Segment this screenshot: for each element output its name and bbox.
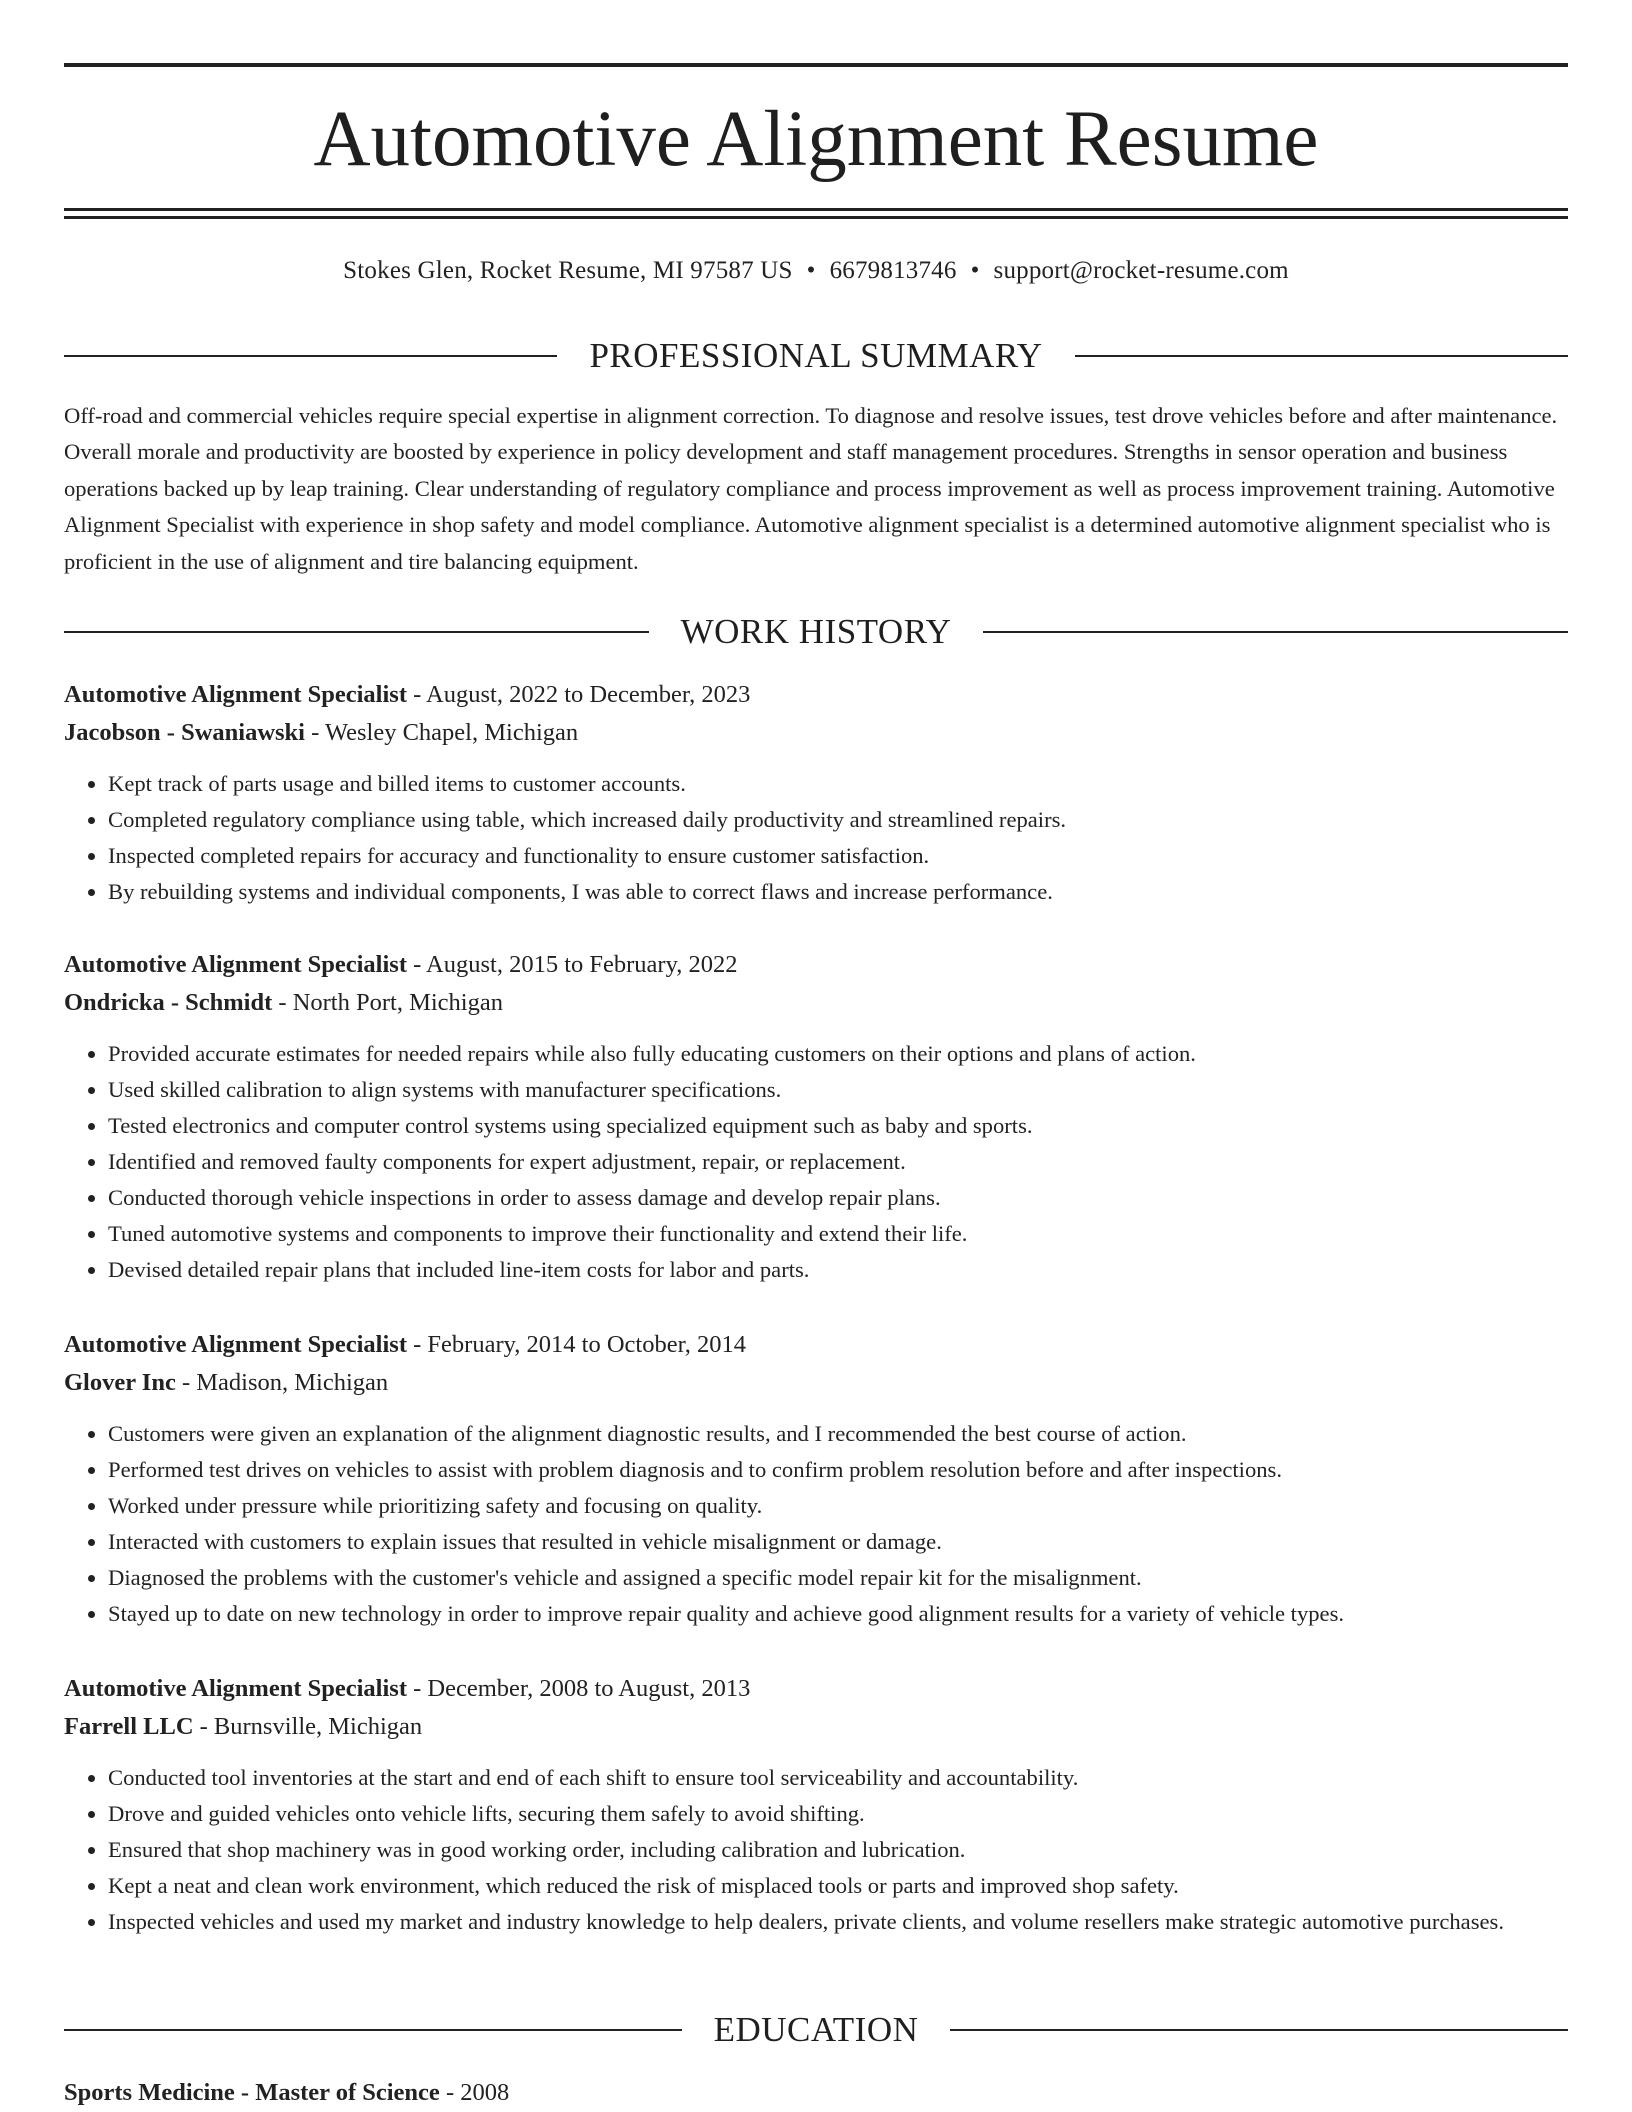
section-heading-label: EDUCATION <box>713 2010 919 2049</box>
page-title: Automotive Alignment Resume <box>313 96 1319 183</box>
job-bullets <box>64 1036 1568 1288</box>
heading-rule-right <box>983 631 1568 633</box>
section-heading-education <box>64 2008 1568 2052</box>
section-heading-summary <box>64 334 1568 378</box>
job-entry <box>64 946 1568 1288</box>
job-location: - Burnsville, Michigan <box>193 1713 423 1740</box>
list-item: • Performed test drives on vehicles to assist with problem diagnosis and to confirm problem resolution before and after inspections. <box>108 1452 1568 1488</box>
job-title-line <box>64 676 1568 714</box>
list-item: • Inspected vehicles and used my market and industry knowledge to help dealers, private clients, and volume resellers make strategic automotive purchases. <box>108 1904 1568 1940</box>
job-dates: - August, 2022 to December, 2023 <box>407 681 751 708</box>
list-item: • Diagnosed the problems with the customer's vehicle and assigned a specific model repair kit for the misalignment. <box>108 1560 1568 1596</box>
job-dates: - December, 2008 to August, 2013 <box>407 1675 751 1702</box>
job-company-line <box>64 714 1568 752</box>
education-year: - 2008 <box>439 2079 510 2106</box>
section-heading-label: WORK HISTORY <box>680 612 952 651</box>
list-item: • Interacted with customers to explain issues that resulted in vehicle misalignment or damage. <box>108 1524 1568 1560</box>
section-heading-label: PROFESSIONAL SUMMARY <box>589 336 1043 375</box>
list-item: • Tuned automotive systems and components to improve their functionality and extend their life. <box>108 1216 1568 1252</box>
job-location: - Madison, Michigan <box>175 1369 389 1396</box>
list-item: • Kept track of parts usage and billed items to customer accounts. <box>108 766 1568 802</box>
list-item: • Provided accurate estimates for needed repairs while also fully educating customers on their options and plans of action. <box>108 1036 1568 1072</box>
list-item: • Drove and guided vehicles onto vehicle lifts, securing them safely to avoid shifting. <box>108 1796 1568 1832</box>
job-title: Automotive Alignment Specialist <box>64 1331 407 1358</box>
contact-separator: • <box>970 257 980 284</box>
list-item: • Identified and removed faulty components for expert adjustment, repair, or replacement. <box>108 1144 1568 1180</box>
list-item: • Tested electronics and computer control systems using specialized equipment such as baby and sports. <box>108 1108 1568 1144</box>
contact-address: Stokes Glen, Rocket Resume, MI 97587 US <box>343 257 793 284</box>
job-company-line <box>64 984 1568 1022</box>
list-item: • Inspected completed repairs for accuracy and functionality to ensure customer satisfaction. <box>108 838 1568 874</box>
education-entry <box>64 2074 1568 2112</box>
list-item: • Worked under pressure while prioritizing safety and focusing on quality. <box>108 1488 1568 1524</box>
list-item: • By rebuilding systems and individual components, I was able to correct flaws and increase performance. <box>108 874 1568 910</box>
job-company-line <box>64 1364 1568 1402</box>
job-title-line <box>64 1670 1568 1708</box>
list-item: • Ensured that shop machinery was in good working order, including calibration and lubrication. <box>108 1832 1568 1868</box>
list-item: • Customers were given an explanation of the alignment diagnostic results, and I recommended the best course of action. <box>108 1416 1568 1452</box>
job-company-line <box>64 1708 1568 1746</box>
title-rule-upper <box>64 208 1568 211</box>
section-heading-work-history <box>64 610 1568 654</box>
job-title-line <box>64 946 1568 984</box>
education-degree: Sports Medicine - Master of Science <box>64 2079 440 2106</box>
job-dates: - August, 2015 to February, 2022 <box>407 951 738 978</box>
job-title: Automotive Alignment Specialist <box>64 951 407 978</box>
job-title: Automotive Alignment Specialist <box>64 681 407 708</box>
job-title: Automotive Alignment Specialist <box>64 1675 407 1702</box>
title-rule-lower <box>64 216 1568 219</box>
list-item: • Devised detailed repair plans that included line-item costs for labor and parts. <box>108 1252 1568 1288</box>
job-company: Farrell LLC <box>64 1713 194 1740</box>
contact-phone: 6679813746 <box>829 257 957 284</box>
summary-text: Off-road and commercial vehicles require special expertise in alignment correction. To diagnose and resolve issues, test drove vehicles before and after maintenance. Overall morale and productivity are boosted by experience in policy development and staff management procedures. Strengths in sensor operation and business operations backed up by leap training. Clear understanding of regulatory compliance and process improvement as well as process improvement training. Automotive Alignment Specialist with experience in shop safety and model compliance. Automotive alignment specialist is a determined automotive alignment specialist who is proficient in the use of alignment and tire balancing equipment. <box>64 403 1558 574</box>
contact-separator: • <box>806 257 816 284</box>
job-dates: - February, 2014 to October, 2014 <box>407 1331 746 1358</box>
list-item: • Conducted tool inventories at the start and end of each shift to ensure tool serviceability and accountability. <box>108 1760 1568 1796</box>
job-bullets <box>64 766 1568 910</box>
list-item: • Stayed up to date on new technology in order to improve repair quality and achieve good alignment results for a variety of vehicle types. <box>108 1596 1568 1632</box>
list-item: • Completed regulatory compliance using table, which increased daily productivity and streamlined repairs. <box>108 802 1568 838</box>
job-location: - Wesley Chapel, Michigan <box>304 719 579 746</box>
job-company: Jacobson - Swaniawski <box>64 719 305 746</box>
heading-rule-right <box>950 2029 1568 2031</box>
job-entry <box>64 1670 1568 1940</box>
contact-line <box>64 254 1568 288</box>
list-item: • Kept a neat and clean work environment, which reduced the risk of misplaced tools or parts and improved shop safety. <box>108 1868 1568 1904</box>
job-bullets <box>64 1760 1568 1940</box>
contact-email: support@rocket-resume.com <box>993 257 1289 284</box>
job-location: - North Port, Michigan <box>272 989 503 1016</box>
job-entry <box>64 1326 1568 1632</box>
job-company: Glover Inc <box>64 1369 176 1396</box>
heading-rule-left <box>64 355 557 357</box>
heading-rule-left <box>64 2029 682 2031</box>
heading-rule-left <box>64 631 649 633</box>
list-item: • Used skilled calibration to align systems with manufacturer specifications. <box>108 1072 1568 1108</box>
list-item: • Conducted thorough vehicle inspections in order to assess damage and develop repair plans. <box>108 1180 1568 1216</box>
heading-rule-right <box>1075 355 1568 357</box>
job-title-line <box>64 1326 1568 1364</box>
job-company: Ondricka - Schmidt <box>64 989 273 1016</box>
top-rule <box>64 63 1568 67</box>
job-bullets <box>64 1416 1568 1632</box>
job-entry <box>64 676 1568 910</box>
